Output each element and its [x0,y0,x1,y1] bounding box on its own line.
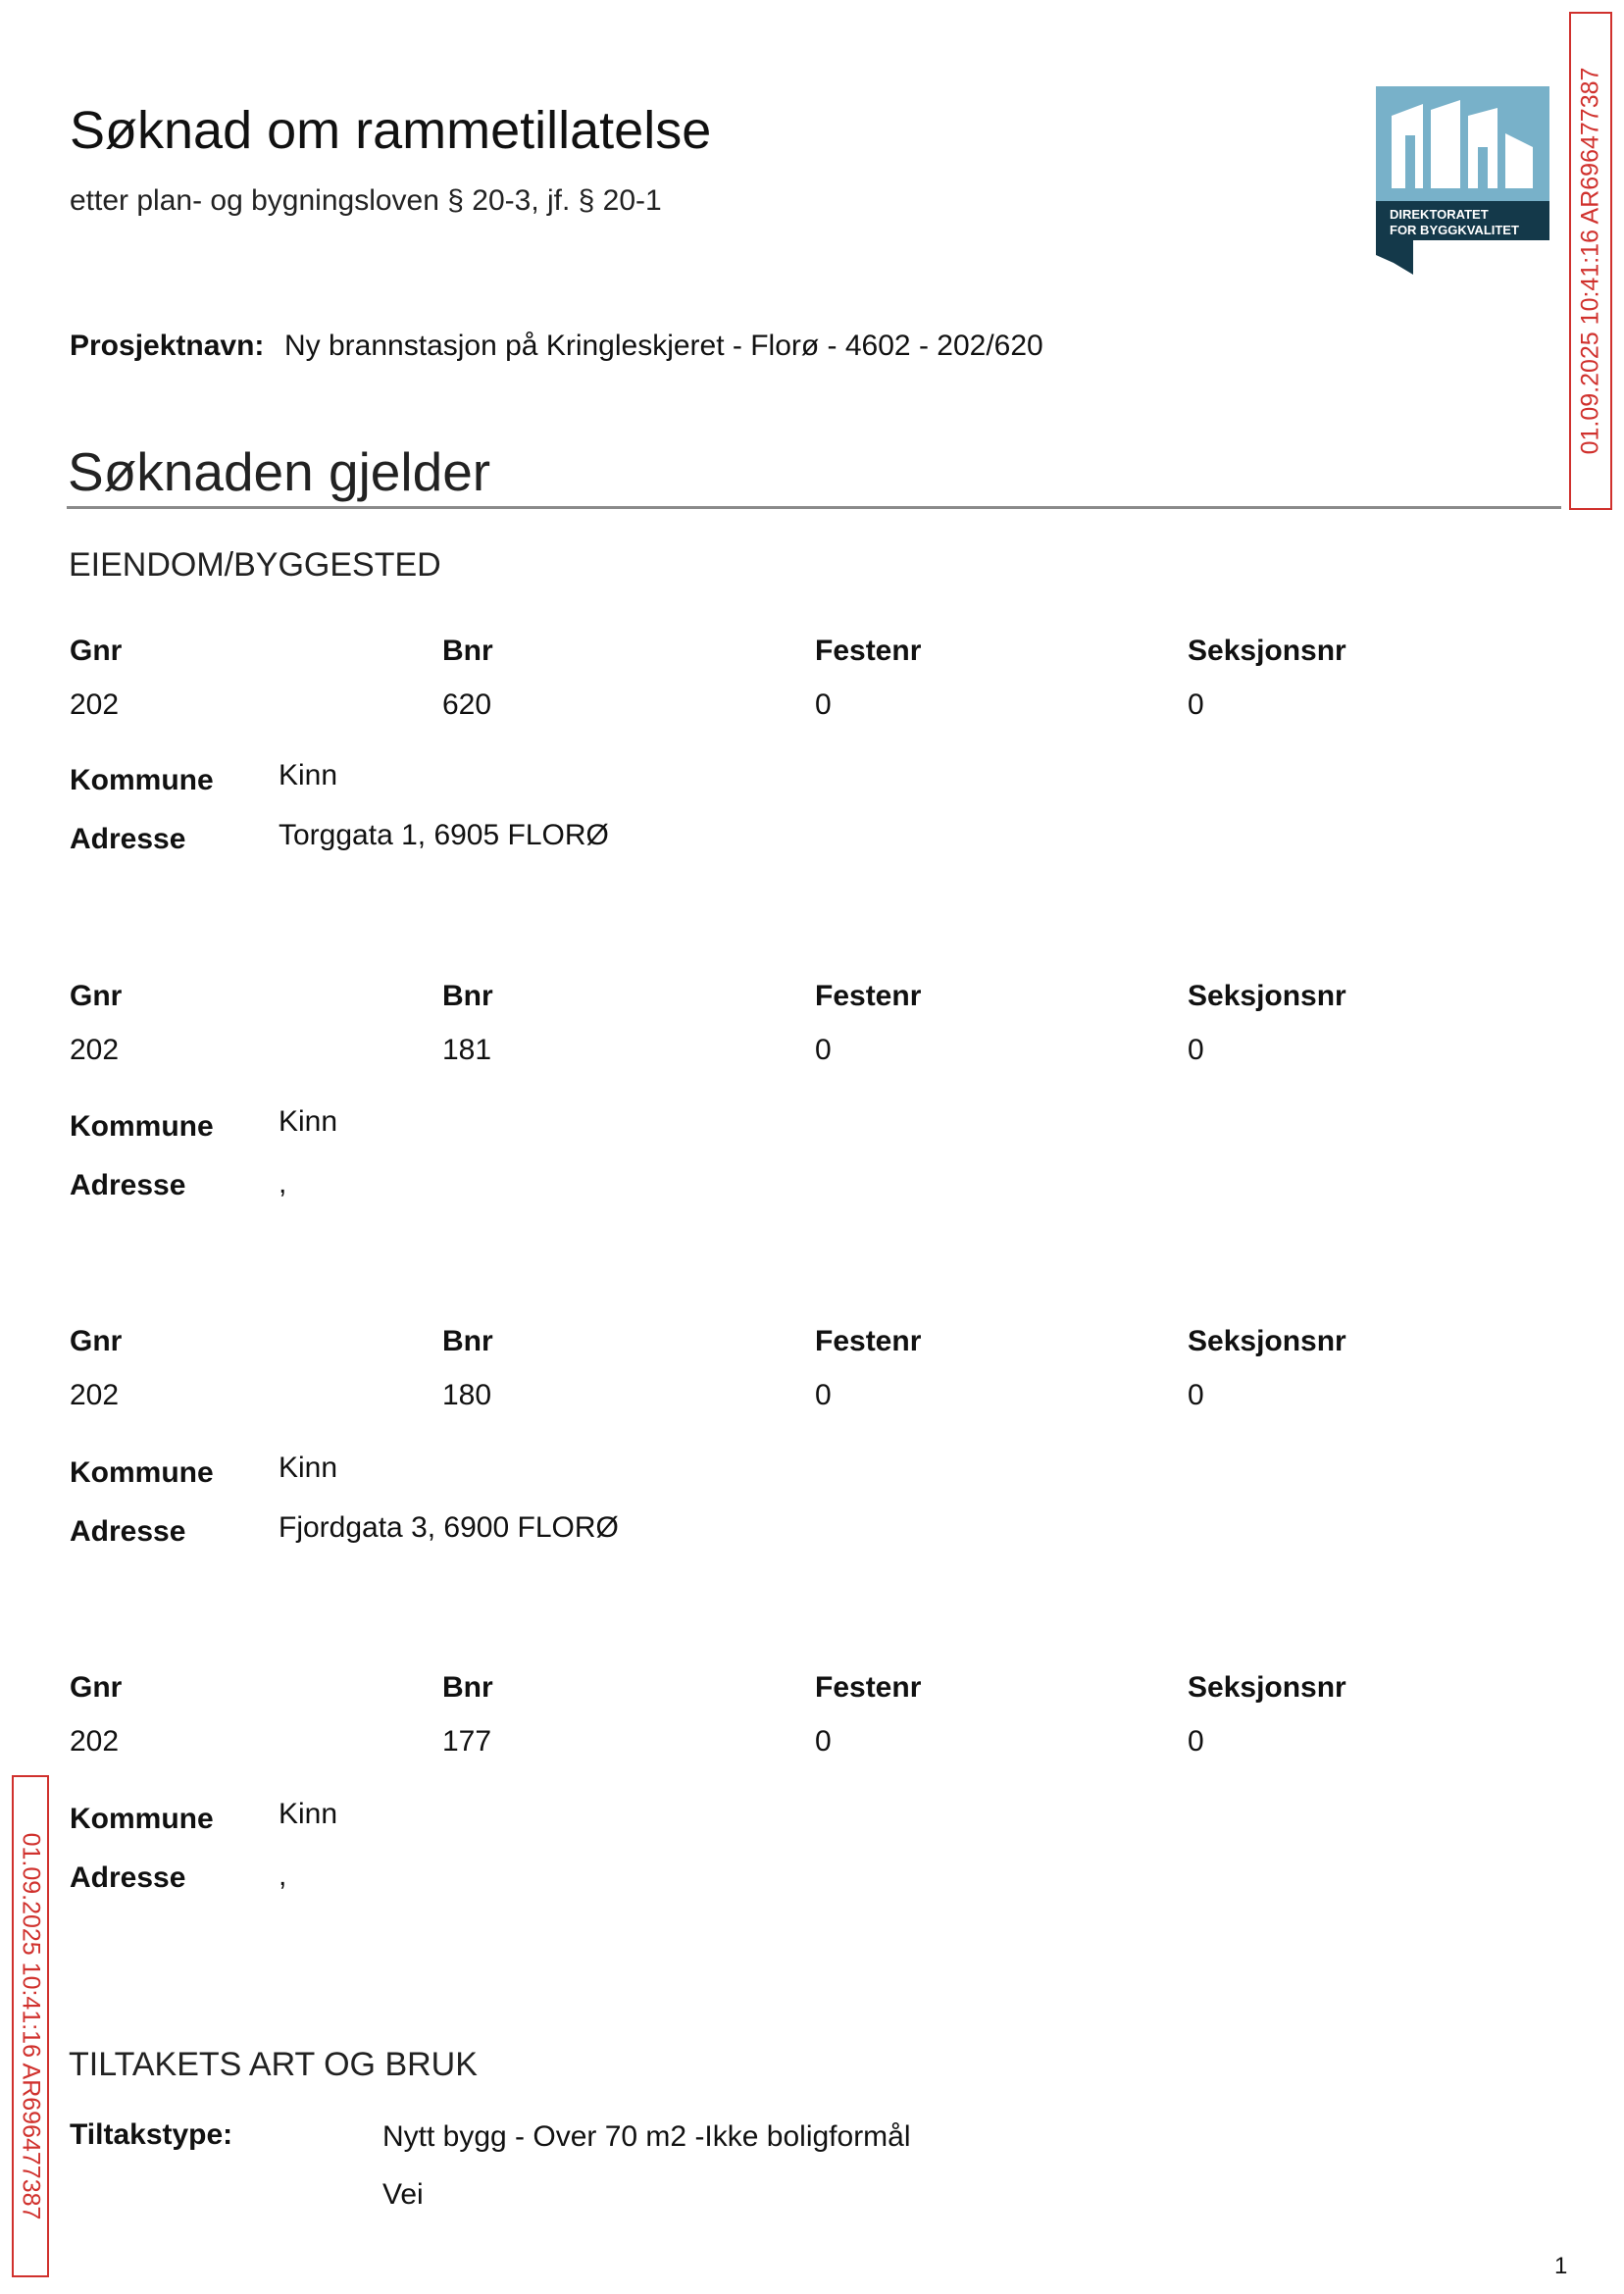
document-title: Søknad om rammetillatelse [70,101,712,160]
gnr-label: Gnr [70,635,123,667]
timestamp-stamp-left [12,1775,49,2277]
seksjonsnr-label: Seksjonsnr [1188,1325,1346,1357]
kommune-label: Kommune [70,1110,214,1143]
gnr-label: Gnr [70,1325,123,1357]
tiltakstype-label: Tiltakstype: [70,2118,233,2151]
kommune-value: Kinn [279,1798,338,1830]
kommune-value: Kinn [279,759,338,791]
tiltakstype-value-2: Vei [382,2178,424,2211]
bnr-value: 180 [442,1379,492,1411]
tiltakstype-value: Nytt bygg - Over 70 m2 -Ikke boligformål [382,2120,911,2153]
bnr-value: 181 [442,1034,492,1066]
page-number: 1 [1554,2253,1568,2279]
adresse-value: Torggata 1, 6905 FLORØ [279,819,609,851]
kommune-value: Kinn [279,1105,338,1138]
adresse-label: Adresse [70,1515,186,1548]
gnr-value: 202 [70,1379,120,1411]
kommune-label: Kommune [70,764,214,796]
timestamp-stamp-right [1569,12,1612,510]
festenr-label: Festenr [815,1325,922,1357]
gnr-value: 202 [70,1725,120,1758]
logo-line2: FOR BYGGKVALITET [1390,223,1519,237]
section-heading: Søknaden gjelder [68,441,491,502]
gnr-value: 202 [70,688,120,721]
adresse-label: Adresse [70,1861,186,1894]
festenr-value: 0 [815,1034,832,1066]
bnr-label: Bnr [442,1325,493,1357]
bnr-label: Bnr [442,635,493,667]
kommune-value: Kinn [279,1452,338,1484]
festenr-label: Festenr [815,1671,922,1704]
adresse-label: Adresse [70,823,186,855]
bnr-value: 620 [442,688,492,721]
festenr-label: Festenr [815,980,922,1012]
document-subtitle: etter plan- og bygningsloven § 20-3, jf. § 20-1 [70,184,662,217]
seksjonsnr-value: 0 [1188,1379,1204,1411]
logo-line1: DIREKTORATET [1390,207,1489,222]
kommune-label: Kommune [70,1803,214,1835]
gnr-label: Gnr [70,1671,123,1704]
seksjonsnr-value: 0 [1188,1034,1204,1066]
adresse-value: , [279,1860,287,1892]
property-heading: EIENDOM/BYGGESTED [69,546,441,584]
bnr-label: Bnr [442,980,493,1012]
adresse-label: Adresse [70,1169,186,1201]
dibk-logo-icon [1376,86,1549,275]
adresse-value: , [279,1167,287,1199]
project-label: Prosjektnavn: [70,330,265,362]
project-value: Ny brannstasjon på Kringleskjeret - Florø - 4602 - 202/620 [284,330,1043,362]
bnr-value: 177 [442,1725,492,1758]
seksjonsnr-value: 0 [1188,1725,1204,1758]
festenr-label: Festenr [815,635,922,667]
adresse-value: Fjordgata 3, 6900 FLORØ [279,1511,619,1544]
stamp-text: 01.09.2025 10:41:16 AR696477387 [17,1832,45,2220]
seksjonsnr-value: 0 [1188,688,1204,721]
festenr-value: 0 [815,1725,832,1758]
tiltak-heading: TILTAKETS ART OG BRUK [69,2046,478,2083]
dibk-logo [1376,86,1549,275]
gnr-value: 202 [70,1034,120,1066]
seksjonsnr-label: Seksjonsnr [1188,980,1346,1012]
kommune-label: Kommune [70,1456,214,1489]
gnr-label: Gnr [70,980,123,1012]
seksjonsnr-label: Seksjonsnr [1188,635,1346,667]
section-divider [67,506,1561,509]
seksjonsnr-label: Seksjonsnr [1188,1671,1346,1704]
bnr-label: Bnr [442,1671,493,1704]
festenr-value: 0 [815,1379,832,1411]
festenr-value: 0 [815,688,832,721]
stamp-text: 01.09.2025 10:41:16 AR696477387 [1576,67,1604,455]
